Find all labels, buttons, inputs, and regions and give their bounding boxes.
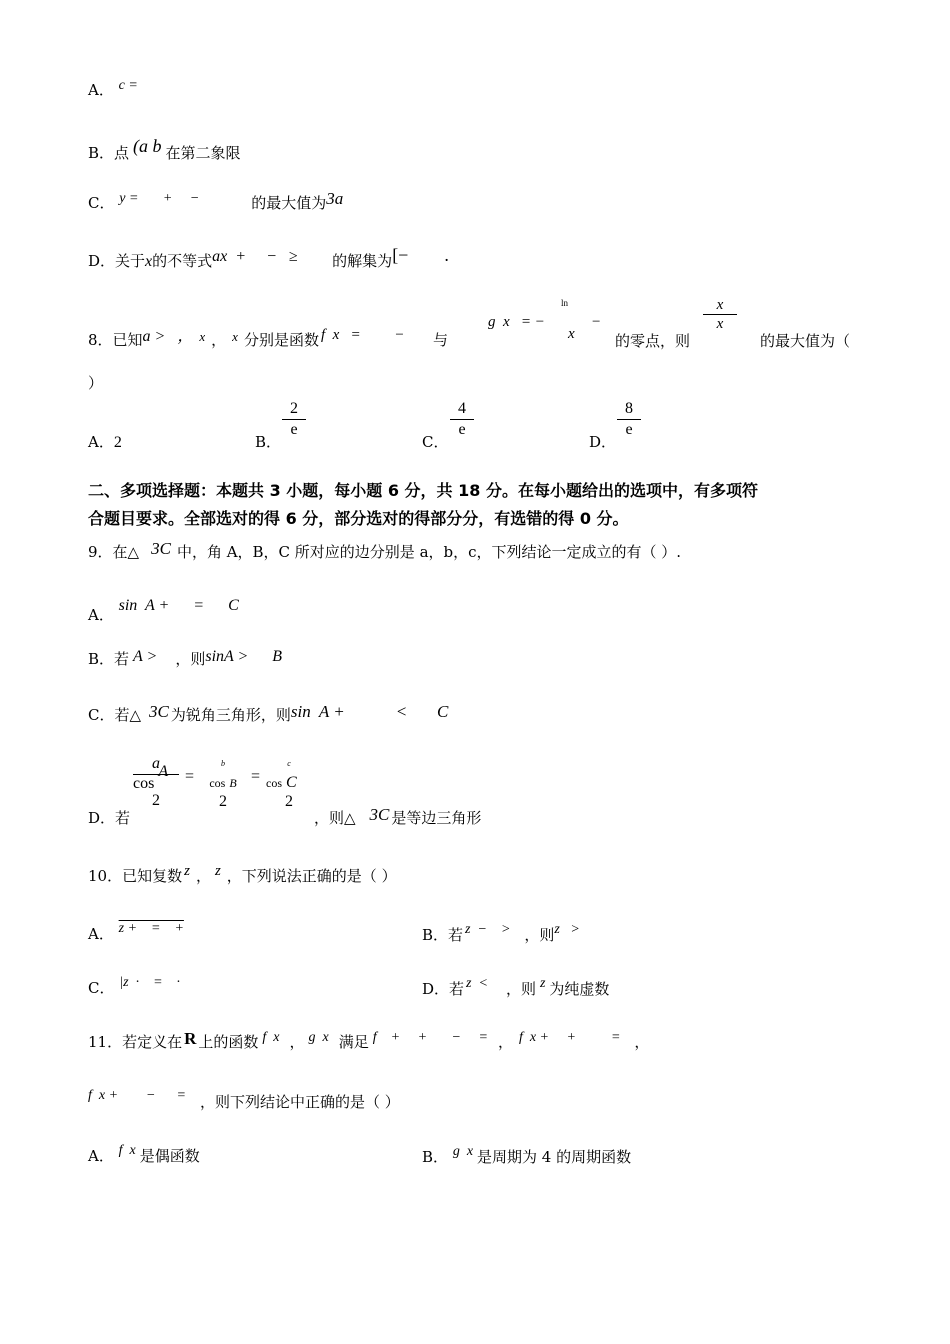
math-z1: z xyxy=(184,863,190,879)
numerator: 2 xyxy=(290,400,298,417)
half-denominator: 2 xyxy=(219,793,227,810)
q8-option-c-label: C． xyxy=(422,433,449,451)
option-label: D． xyxy=(88,809,116,827)
math-expression: c = xyxy=(118,78,138,93)
denominator: e xyxy=(290,421,298,438)
text: 若 xyxy=(448,926,464,944)
denominator: e xyxy=(458,421,466,438)
angle: C xyxy=(286,774,297,791)
math-expression: z < xyxy=(466,976,488,991)
math-expression: A > xyxy=(133,648,158,665)
math-expression: z xyxy=(539,976,546,991)
q9-d-fraction-3 xyxy=(266,754,312,812)
text: 是偶函数 xyxy=(139,1147,200,1165)
option-label: C． xyxy=(88,979,115,997)
math-x1: x xyxy=(199,329,206,344)
text: 为锐角三角形，则 xyxy=(170,706,291,724)
option-label: A． xyxy=(88,606,114,624)
math-value: 3a xyxy=(326,189,344,208)
text: ，下列说法正确的是（ ） xyxy=(226,867,397,885)
q8-option-c-fraction xyxy=(450,399,474,440)
text: 的不等式 xyxy=(152,252,213,270)
math-f: f x = − xyxy=(320,327,405,343)
option-value: 2 xyxy=(113,434,122,451)
q8-g-expression: g x = − xyxy=(488,314,545,330)
math-expression: z + = + xyxy=(118,921,184,936)
q10-option-b xyxy=(422,924,580,945)
q9-stem xyxy=(88,539,682,562)
math-expression: g x xyxy=(452,1144,474,1159)
q7-option-a xyxy=(88,80,138,102)
triangle-label: 3C xyxy=(369,805,390,824)
q9-option-d-tail xyxy=(314,807,481,828)
equals-sign: = xyxy=(251,768,261,785)
math-eq2: f x + + = xyxy=(518,1030,621,1045)
text: 在第二象限 xyxy=(165,144,241,162)
math-R: R xyxy=(184,1029,197,1048)
option-label: A． xyxy=(88,925,114,943)
math-expression: (a b xyxy=(133,136,162,156)
option-label: B． xyxy=(422,926,449,944)
cos-text: cos xyxy=(209,776,226,790)
text: 中，角 A，B，C 所对应的边分别是 a，b，c，下列结论一定成立的有（ ）. xyxy=(176,543,682,561)
text: ，则△ xyxy=(314,809,356,827)
numerator: c xyxy=(287,759,291,768)
angle: A xyxy=(158,763,169,780)
q9-option-a xyxy=(88,597,239,626)
text: 是周期为 4 的周期函数 xyxy=(477,1148,632,1166)
option-label: B． xyxy=(422,1148,449,1166)
ratio-denominator: x xyxy=(716,316,724,332)
option-label: D． xyxy=(422,980,450,998)
numerator: 4 xyxy=(458,400,466,417)
q8-end-text: 的最大值为（ xyxy=(760,332,851,350)
q8-option-d-label: D． xyxy=(589,433,617,451)
option-label: D． xyxy=(88,252,116,270)
q8-tail-text: 的零点，则 xyxy=(615,332,691,350)
math-expression: y = + − xyxy=(119,191,200,206)
q8-close-paren: ） xyxy=(88,374,104,392)
text: ，则 xyxy=(505,980,536,998)
q9-d-fraction-1 xyxy=(133,754,179,809)
text: ，则下列结论中正确的是（ ） xyxy=(199,1093,400,1111)
equals-sign: = xyxy=(185,768,195,785)
math-g: g x xyxy=(308,1030,329,1045)
text: 若△ xyxy=(114,706,142,724)
q11-stem: 11．若定义在 R 上的函数 f x ， g x 满足 f + + − = ， f x + + = ， xyxy=(88,1029,650,1051)
math-z2: z xyxy=(214,863,221,879)
angle: B xyxy=(229,776,237,790)
q8-option-b-label: B． xyxy=(255,433,282,451)
denominator xyxy=(266,774,312,792)
q9-d-fraction-2 xyxy=(200,754,246,812)
math-condition: a > ， xyxy=(142,328,194,345)
math-expression: sin A + < C xyxy=(290,702,449,721)
math-f: f x xyxy=(262,1030,280,1045)
numerator: 8 xyxy=(625,400,633,417)
q8-option-b-fraction xyxy=(282,399,306,440)
q10-stem: 10．已知复数 z ， z ，下列说法正确的是（ ） xyxy=(88,863,397,885)
math-x2: x xyxy=(232,329,238,344)
q10-option-c xyxy=(88,975,181,1000)
ratio-numerator: x xyxy=(716,297,724,313)
text: 上的函数 xyxy=(198,1033,259,1051)
math-expression: z > xyxy=(554,922,580,937)
math-expression: f x xyxy=(118,1143,136,1158)
text: 点 xyxy=(114,144,130,162)
option-label: A． xyxy=(88,81,114,99)
text: 的最大值为 xyxy=(251,194,327,212)
numerator: a xyxy=(152,755,160,772)
q11-stem-line2 xyxy=(88,1088,400,1114)
text: 若 xyxy=(115,809,131,827)
text: 为纯虚数 xyxy=(549,980,610,998)
q8-stem: 8．已知a > ， x ， x 分别是函数 f x = − 与 xyxy=(88,327,448,349)
cos-text: cos xyxy=(266,776,282,790)
math-eq3: f x + − = xyxy=(88,1088,186,1103)
q8-g-denominator: x xyxy=(568,326,575,342)
text: 的解集为 xyxy=(332,252,393,270)
option-label: A． xyxy=(88,433,114,451)
text: 满足 xyxy=(338,1033,369,1051)
q8-ratio xyxy=(703,296,737,333)
text: ，则 xyxy=(175,650,206,668)
triangle-label: 3C xyxy=(149,702,169,721)
q7-option-d xyxy=(88,245,449,272)
math-var: x xyxy=(145,253,153,270)
triangle-label: 3C xyxy=(151,539,171,558)
q11-option-b xyxy=(422,1146,631,1167)
denominator xyxy=(200,774,246,792)
math-expression: sinA > B xyxy=(205,648,283,665)
q8-option-a xyxy=(88,431,122,452)
math-expression: z − > xyxy=(465,922,511,937)
math-set: [− . xyxy=(392,245,449,265)
q8-g-numerator: ln xyxy=(561,298,569,308)
option-label: C． xyxy=(88,706,115,724)
text: 与 xyxy=(432,331,448,349)
option-label: B． xyxy=(88,650,115,668)
q9-option-c xyxy=(88,702,449,725)
section-heading-line2: 合题目要求。全部选对的得 6 分，部分选对的得部分分，有选错的得 0 分。 xyxy=(88,509,629,528)
half-denominator: 2 xyxy=(152,792,160,809)
option-label: C． xyxy=(88,194,115,212)
cos-text: cos xyxy=(133,775,155,792)
option-label: B． xyxy=(88,144,115,162)
text: 若 xyxy=(114,650,130,668)
q9-option-d-label xyxy=(88,807,130,828)
q8-option-d-fraction xyxy=(617,399,641,440)
math-eq1: f + + − = xyxy=(372,1030,488,1045)
math-expression: sin A + = C xyxy=(118,597,239,614)
text: 分别是函数 xyxy=(243,331,319,349)
text: 9．在△ xyxy=(88,543,140,561)
math-expression: ax + − ≥ xyxy=(212,248,298,265)
q8-g-tail: − xyxy=(592,314,601,330)
q10-option-d xyxy=(422,978,609,999)
section-heading-line1: 二、多项选择题：本题共 3 小题，每小题 6 分，共 18 分。在每小题给出的选项中，有多项符 xyxy=(88,481,758,500)
q11-option-a xyxy=(88,1143,200,1168)
text: 若 xyxy=(449,980,465,998)
denominator: e xyxy=(625,421,633,438)
text: ，则 xyxy=(524,926,555,944)
half-denominator: 2 xyxy=(285,793,293,810)
q9-option-b xyxy=(88,649,282,670)
option-label: A． xyxy=(88,1147,114,1165)
text: 10．已知复数 xyxy=(88,867,183,885)
text: 11．若定义在 xyxy=(88,1033,183,1051)
text: 关于 xyxy=(115,252,146,270)
text: 8．已知 xyxy=(88,331,143,349)
numerator: b xyxy=(221,759,225,768)
q10-option-a xyxy=(88,921,184,946)
q7-option-b xyxy=(88,136,241,163)
q7-option-c xyxy=(88,189,344,215)
text: 是等边三角形 xyxy=(391,809,482,827)
math-expression: |z · = · xyxy=(119,975,181,990)
denominator xyxy=(133,763,179,793)
